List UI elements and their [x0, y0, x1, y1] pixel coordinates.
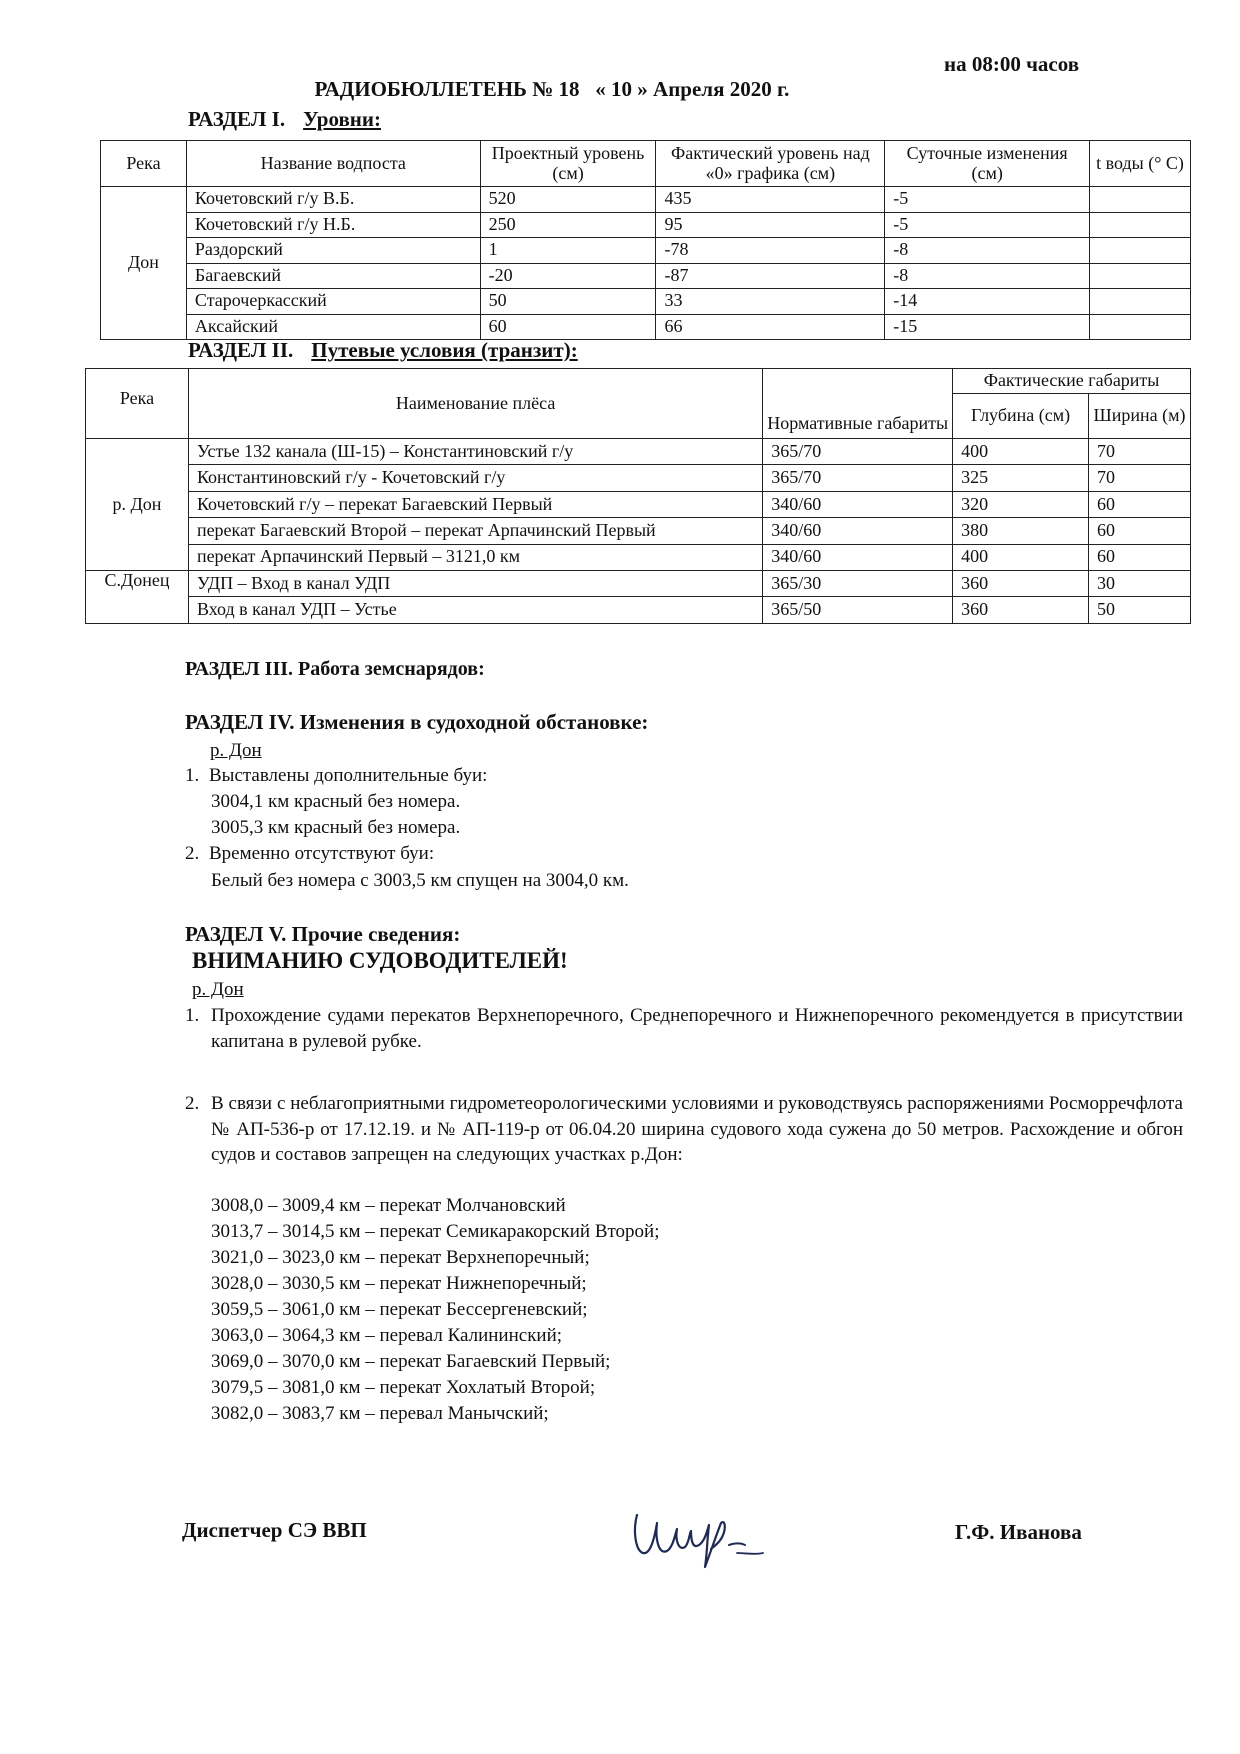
width-cell: 60 [1089, 518, 1191, 544]
actual-cell: 33 [656, 289, 885, 315]
section4-river: р. Дон [210, 740, 262, 761]
table-row [101, 212, 1191, 238]
paragraph-1-number: 1. [185, 1005, 200, 1026]
section4-item1-line: 3004,1 км красный без номера. [211, 791, 461, 812]
design-cell: -20 [480, 263, 656, 289]
actual-cell: 66 [656, 314, 885, 340]
list-item: 3069,0 – 3070,0 км – перекат Багаевский Первый; [211, 1351, 611, 1372]
signer-name: Г.Ф. Иванова [955, 1520, 1082, 1544]
section4-item1-line: 3005,3 км красный без номера. [211, 817, 461, 838]
depth-cell: 400 [953, 439, 1089, 465]
change-cell: -5 [885, 187, 1090, 213]
segments-list [211, 1193, 660, 1427]
change-cell: -14 [885, 289, 1090, 315]
col-actual-group: Фактические габариты [953, 369, 1191, 394]
post-cell: Кочетовский г/у Н.Б. [186, 212, 480, 238]
design-cell: 520 [480, 187, 656, 213]
actual-cell: 435 [656, 187, 885, 213]
stretch-cell: Кочетовский г/у – перекат Багаевский Первый [188, 491, 762, 517]
route-header-row [86, 369, 1191, 394]
paragraph-2: В связи с неблагоприятными гидрометеорологическими условиями и руководствуясь распоряжениями Росморречфлота № АП-536-р от 17.12.19. и № АП-119-р от 06.04.20 ширина судового хода сужена до 50 метров. Расхождение и обгон судов и составов запрещен на следующих участках р.Дон: [211, 1093, 1183, 1165]
list-item: 3013,7 – 3014,5 км – перекат Семикаракорский Второй; [211, 1221, 660, 1242]
table-row [86, 518, 1191, 544]
norm-cell: 365/70 [763, 439, 953, 465]
width-cell: 30 [1089, 570, 1191, 596]
levels-table [100, 140, 1191, 340]
stretch-cell: перекат Багаевский Второй – перекат Арпачинский Первый [188, 518, 762, 544]
col-water-temp: t воды (° С) [1090, 141, 1191, 187]
bulletin-title: РАДИОБЮЛЛЕТЕНЬ № 18 « 10 » Апреля 2020 г. [314, 77, 790, 101]
attention-heading: ВНИМАНИЮ СУДОВОДИТЕЛЕЙ! [192, 948, 568, 973]
list-item: 3059,5 – 3061,0 км – перекат Бессергеневский; [211, 1299, 588, 1320]
post-cell: Аксайский [186, 314, 480, 340]
temp-cell [1090, 212, 1191, 238]
table-row [101, 238, 1191, 264]
river-cell: Дон [101, 187, 187, 340]
norm-cell: 365/50 [763, 597, 953, 623]
change-cell: -15 [885, 314, 1090, 340]
change-cell: -5 [885, 212, 1090, 238]
section4-item2-line: Белый без номера с 3003,5 км спущен на 3004,0 км. [211, 870, 629, 891]
depth-cell: 320 [953, 491, 1089, 517]
section4-title: РАЗДЕЛ IV. Изменения в судоходной обстановке: [185, 710, 649, 734]
depth-cell: 400 [953, 544, 1089, 570]
post-cell: Старочеркасский [186, 289, 480, 315]
section5-river: р. Дон [192, 979, 244, 1000]
col-depth: Глубина (см) [953, 394, 1089, 439]
norm-cell: 340/60 [763, 518, 953, 544]
levels-header-row [101, 141, 1191, 187]
table-row [101, 289, 1191, 315]
table-row [101, 314, 1191, 340]
col-post: Название водпоста [186, 141, 480, 187]
norm-cell: 365/70 [763, 465, 953, 491]
norm-cell: 365/30 [763, 570, 953, 596]
temp-cell [1090, 263, 1191, 289]
list-item: 3063,0 – 3064,3 км – перевал Калининский; [211, 1325, 563, 1346]
table-row [86, 597, 1191, 623]
actual-cell: -78 [656, 238, 885, 264]
col-stretch: Наименование плёса [188, 369, 762, 439]
width-cell: 70 [1089, 465, 1191, 491]
col-river: Река [86, 369, 189, 439]
river-cell: р. Дон [86, 439, 189, 571]
paragraph-2-number: 2. [185, 1093, 200, 1114]
section3-title: РАЗДЕЛ III. Работа земснарядов: [185, 658, 485, 680]
stretch-cell: перекат Арпачинский Первый – 3121,0 км [188, 544, 762, 570]
temp-cell [1090, 289, 1191, 315]
design-cell: 1 [480, 238, 656, 264]
section4-item1: 1. Выставлены дополнительные буи: [185, 765, 488, 786]
depth-cell: 360 [953, 570, 1089, 596]
temp-cell [1090, 187, 1191, 213]
section5-title: РАЗДЕЛ V. Прочие сведения: [185, 922, 461, 946]
table-row [86, 544, 1191, 570]
handwritten-signature [625, 1495, 795, 1575]
width-cell: 60 [1089, 544, 1191, 570]
col-design-level: Проектный уровень (см) [480, 141, 656, 187]
paragraph-1: Прохождение судами перекатов Верхнепоречного, Среднепоречного и Нижнепоречного рекомендуется в присутствии капитана в рулевой рубке. [211, 1005, 1183, 1052]
col-actual-level: Фактический уровень над «0» графика (см) [656, 141, 885, 187]
table-row [86, 491, 1191, 517]
actual-cell: -87 [656, 263, 885, 289]
stretch-cell: Устье 132 канала (Ш-15) – Константиновский г/у [188, 439, 762, 465]
design-cell: 60 [480, 314, 656, 340]
temp-cell [1090, 238, 1191, 264]
width-cell: 70 [1089, 439, 1191, 465]
depth-cell: 380 [953, 518, 1089, 544]
post-cell: Багаевский [186, 263, 480, 289]
table-row [101, 263, 1191, 289]
change-cell: -8 [885, 238, 1090, 264]
post-cell: Раздорский [186, 238, 480, 264]
list-item: 3079,5 – 3081,0 км – перекат Хохлатый Второй; [211, 1377, 596, 1398]
river-cell: С.Донец [86, 570, 189, 623]
bulletin-time: на 08:00 часов [944, 52, 1080, 76]
temp-cell [1090, 314, 1191, 340]
norm-cell: 340/60 [763, 491, 953, 517]
post-cell: Кочетовский г/у В.Б. [186, 187, 480, 213]
route-conditions-table [85, 368, 1191, 624]
section1-title: РАЗДЕЛ I. Уровни: [188, 107, 381, 131]
list-item: 3008,0 – 3009,4 км – перекат Молчановский [211, 1195, 566, 1216]
table-row [86, 465, 1191, 491]
width-cell: 50 [1089, 597, 1191, 623]
list-item: 3082,0 – 3083,7 км – перевал Манычский; [211, 1403, 549, 1424]
actual-cell: 95 [656, 212, 885, 238]
section4-item2: 2. Временно отсутствуют буи: [185, 843, 435, 864]
design-cell: 250 [480, 212, 656, 238]
col-width: Ширина (м) [1089, 394, 1191, 439]
norm-cell: 340/60 [763, 544, 953, 570]
stretch-cell: Вход в канал УДП – Устье [188, 597, 762, 623]
col-daily-change: Суточные изменения (см) [885, 141, 1090, 187]
width-cell: 60 [1089, 491, 1191, 517]
depth-cell: 360 [953, 597, 1089, 623]
col-river: Река [101, 141, 187, 187]
section2-title: РАЗДЕЛ II. Путевые условия (транзит): [188, 338, 578, 362]
stretch-cell: УДП – Вход в канал УДП [188, 570, 762, 596]
table-row [86, 439, 1191, 465]
table-row [101, 187, 1191, 213]
table-row [86, 570, 1191, 596]
col-norm: Нормативные габариты [763, 369, 953, 439]
list-item: 3028,0 – 3030,5 км – перекат Нижнепоречный; [211, 1273, 587, 1294]
stretch-cell: Константиновский г/у - Кочетовский г/у [188, 465, 762, 491]
depth-cell: 325 [953, 465, 1089, 491]
design-cell: 50 [480, 289, 656, 315]
change-cell: -8 [885, 263, 1090, 289]
signer-position: Диспетчер СЭ ВВП [182, 1518, 367, 1542]
list-item: 3021,0 – 3023,0 км – перекат Верхнепоречный; [211, 1247, 590, 1268]
